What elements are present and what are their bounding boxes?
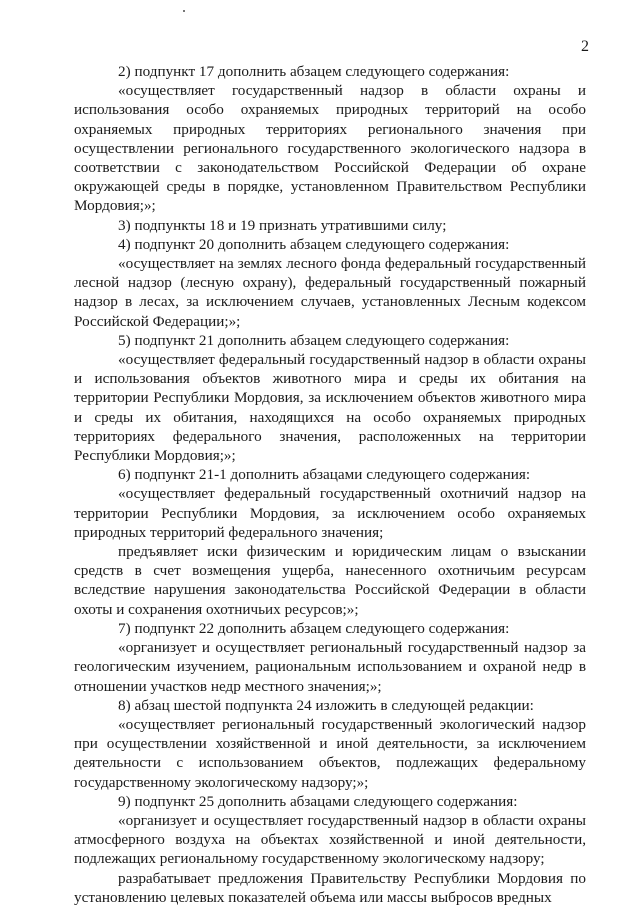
scan-speck [183,10,185,12]
paragraph: 5) подпункт 21 дополнить абзацем следующего содержания: [118,331,510,349]
paragraph: 4) подпункт 20 дополнить абзацем следующего содержания: [118,235,510,253]
paragraph: предъявляет иски физическим и юридическим лицам о взыскании средств в счет возмещения ущерба, нанесенного охотничьим ресурсам вследствие нарушения законодательства Российской Федерации в области охоты и сохранения охотничьих ресурсов;»; [74,543,586,618]
paragraph: 8) абзац шестой подпункта 24 изложить в следующей редакции: [118,696,534,714]
paragraph: 9) подпункт 25 дополнить абзацами следующего содержания: [118,792,518,810]
paragraph: «осуществляет федеральный государственный охотничий надзор на территории Республики Мордовия, за исключением особо охраняемых природных территорий федерального значения; [74,485,586,541]
page-number: 2 [581,38,589,55]
paragraph: 2) подпункт 17 дополнить абзацем следующего содержания: [118,63,510,80]
paragraph: «осуществляет региональный государственный экологический надзор при осуществлении хозяйственной и иной деятельности, за исключением деятельности с использованием объектов, подлежащих федеральному государственному экологическому надзору;»; [74,715,586,791]
paragraph: разрабатывает предложения Правительству Республики Мордовия по установлению целевых показателей объема или массы выбросов вредных [74,869,586,906]
paragraph: «осуществляет федеральный государственный надзор в области охраны и использования объектов животного мира и среды их обитания на территории Республики Мордовия, за исключением объектов животного мира и среды их обитания, находящихся на особо охраняемых природных территориях федерального значения, расположенных на территории Республики Мордовия;»; [74,351,586,465]
document-body [74,62,586,907]
paragraph: 7) подпункт 22 дополнить абзацем следующего содержания: [118,619,510,637]
paragraph: «организует и осуществляет государственный надзор в области охраны атмосферного воздуха на объектах хозяйственной и иной деятельности, подлежащих региональному государственному экологическому надзору; [74,811,586,868]
paragraph: «осуществляет на землях лесного фонда федеральный государственный лесной надзор (лесную охрану), федеральный государственный пожарный надзор в лесах, за исключением случаев, установленных Лесным кодексом Российской Федерации;»; [74,255,586,330]
paragraph: 3) подпункты 18 и 19 признать утратившими силу; [118,216,447,234]
paragraph: «организует и осуществляет региональный государственный надзор за геологическим изучением, рациональным использованием и охраной недр в отношении участков недр местного значения;»; [74,639,586,695]
paragraph: 6) подпункт 21-1 дополнить абзацами следующего содержания: [118,466,531,484]
paragraph: «осуществляет государственный надзор в области охраны и использования особо охраняемых природных территорий на особо охраняемых природных территориях регионального значения при осуществлении регионального государственного экологического надзора в соответствии с законодательством Российской Федерации об охране окружающей среды в порядке, установленном Правительством Республики Мордовия;»; [74,82,586,215]
